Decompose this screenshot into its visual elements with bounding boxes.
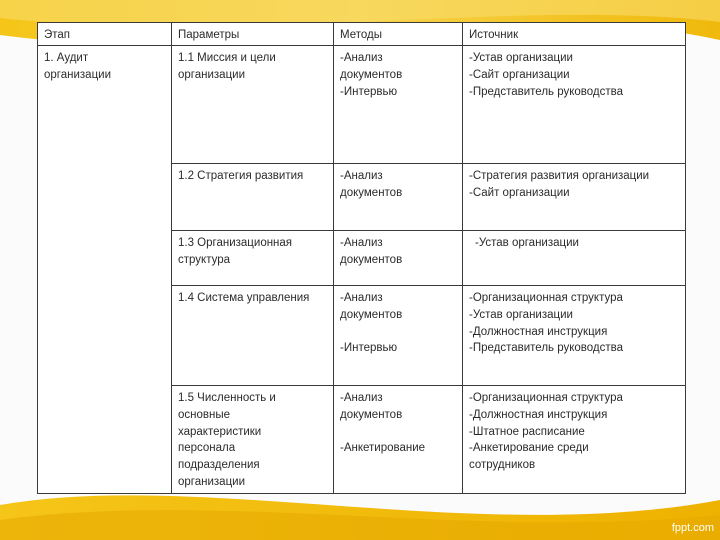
methods-cell: [334, 231, 463, 286]
cell-line: основные: [178, 408, 231, 421]
cell-line: -Сайт организации: [469, 68, 570, 81]
cell-line: сотрудников: [469, 459, 536, 472]
audit-table: [37, 22, 686, 494]
stage-cell-empty: [38, 164, 172, 231]
cell-line: -Анализ: [340, 292, 383, 304]
cell-line: -Интервью: [340, 85, 398, 98]
table-row: [38, 286, 686, 386]
cell-line: структура: [178, 253, 231, 266]
cell-line: -Представитель руководства: [469, 342, 624, 355]
cell-line: характеристики: [178, 425, 262, 438]
source-cell: [463, 286, 686, 386]
cell-line: -Анализ: [340, 170, 383, 182]
footer-site-label: fppt.com: [671, 522, 714, 534]
cell-line: 1.2 Стратегия развития: [178, 170, 304, 182]
table-header-row: [38, 23, 686, 46]
stage-cell-empty: [38, 386, 172, 494]
header-cell-parameters: Параметры: [172, 23, 334, 46]
parameter-cell: [172, 231, 334, 286]
source-cell: [463, 231, 686, 286]
cell-line: документов: [340, 186, 403, 199]
cell-line: -Должностная инструкция: [469, 325, 608, 338]
stage-cell-empty: [38, 286, 172, 386]
cell-line: документов: [340, 253, 403, 266]
parameter-cell: [172, 46, 334, 164]
cell-line: 1. Аудит: [44, 52, 89, 64]
cell-line: -Штатное расписание: [469, 425, 585, 438]
header-cell-methods: Методы: [334, 23, 463, 46]
cell-line: 1.1 Миссия и цели: [178, 52, 276, 64]
cell-line: организации: [178, 68, 246, 81]
cell-line: документов: [340, 308, 403, 321]
cell-line: документов: [340, 68, 403, 81]
cell-line: -Анализ: [340, 392, 383, 404]
cell-line: -Анализ: [340, 52, 383, 64]
cell-gap: [340, 424, 456, 441]
parameter-cell: [172, 164, 334, 231]
cell-line: -Представитель руководства: [469, 85, 624, 98]
methods-cell: [334, 386, 463, 494]
source-cell: [463, 46, 686, 164]
table-row: [38, 231, 686, 286]
source-cell: [463, 164, 686, 231]
stage-cell: [38, 46, 172, 164]
cell-line: -Организационная структура: [469, 292, 623, 304]
parameter-cell: [172, 286, 334, 386]
cell-line: -Организационная структура: [469, 392, 623, 404]
header-cell-stage: Этап: [38, 23, 172, 46]
stage-cell-empty: [38, 231, 172, 286]
cell-line: организации: [44, 68, 112, 81]
cell-line: 1.3 Организационная: [178, 237, 293, 249]
table-row: [38, 386, 686, 494]
cell-line: -Устав организации: [475, 237, 579, 249]
cell-line: 1.4 Система управления: [178, 292, 310, 304]
header-cell-source: Источник: [463, 23, 686, 46]
cell-line: -Сайт организации: [469, 186, 570, 199]
cell-line: -Анкетирование: [340, 442, 426, 455]
cell-line: -Устав организации: [469, 52, 573, 64]
cell-line: документов: [340, 408, 403, 421]
cell-line: -Анализ: [340, 237, 383, 249]
cell-line: 1.5 Численность и: [178, 392, 276, 404]
cell-line: персонала: [178, 442, 236, 455]
methods-cell: [334, 46, 463, 164]
cell-line: организации: [178, 475, 246, 488]
cell-line: -Интервью: [340, 342, 398, 355]
cell-line: -Устав организации: [469, 308, 573, 321]
methods-cell: [334, 164, 463, 231]
table-row: [38, 164, 686, 231]
cell-line: -Должностная инструкция: [469, 408, 608, 421]
cell-line: -Анкетирование среди: [469, 442, 589, 455]
table-row: [38, 46, 686, 164]
cell-gap: [340, 324, 456, 341]
cell-line: -Стратегия развития организации: [469, 170, 650, 182]
parameter-cell: [172, 386, 334, 494]
cell-line: подразделения: [178, 459, 260, 472]
source-cell: [463, 386, 686, 494]
methods-cell: [334, 286, 463, 386]
